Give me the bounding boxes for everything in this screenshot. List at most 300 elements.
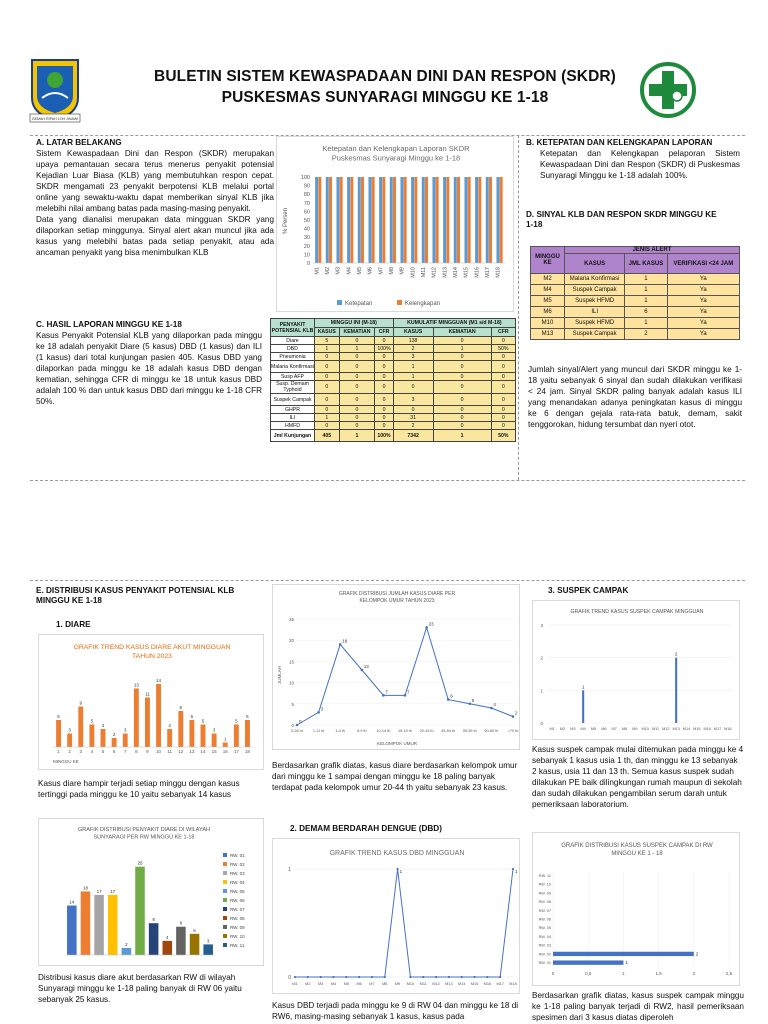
alert-cell: 6 <box>625 307 667 318</box>
c1-bar-kelengkapan <box>489 177 492 263</box>
c5-xtick: M9 <box>394 982 401 986</box>
c1-xtick: M11 <box>421 267 427 278</box>
c1-bar-ketepatan <box>379 177 382 263</box>
c2-xtick: 15 <box>211 749 217 754</box>
c1-xtick: M17 <box>485 267 491 278</box>
c4-point <box>404 694 407 697</box>
c1-xtick: M13 <box>442 267 449 278</box>
c3-legend-swatch <box>223 943 227 947</box>
report-cell-penyakit: Jml Kunjungan <box>271 430 315 442</box>
alert-cell-minggu: M6 <box>531 307 565 318</box>
c3-data-label: 9 <box>152 917 155 923</box>
chart-trend-diare <box>38 634 264 770</box>
alert-row <box>531 296 740 307</box>
c5-point <box>486 976 488 978</box>
report-row <box>271 394 516 406</box>
c2-data-label: 3 <box>68 727 71 733</box>
report-cell: 0 <box>491 394 515 406</box>
c1-bar-kelengkapan <box>350 177 353 263</box>
c2-bar <box>223 743 228 748</box>
report-row <box>271 381 516 394</box>
alert-row <box>531 307 740 318</box>
report-cell: 0 <box>339 353 375 361</box>
report-cell: 0 <box>433 361 491 373</box>
c1-ytick: 40 <box>303 226 310 233</box>
c5-point <box>294 976 296 978</box>
alert-row <box>531 274 740 285</box>
c1-xtick: M4 <box>346 267 353 275</box>
report-cell: 3 <box>393 353 433 361</box>
bottom-top-divider <box>30 580 745 581</box>
c1-ytick: 30 <box>303 235 310 242</box>
col-minggu-ini: MINGGU INI (M-18) <box>315 319 394 328</box>
c6-ytick: 1 <box>540 688 543 694</box>
report-cell: 0 <box>339 337 375 345</box>
c4-xtick: 60-69 th <box>484 729 499 733</box>
alert-cell: Suspek HFMD <box>565 296 625 307</box>
c2-data-label: 2 <box>112 732 116 737</box>
c4-ylabel: JUMLAH <box>277 665 282 685</box>
section-a-paragraph-1: Sistem Kewaspadaan Dini dan Respon (SKDR) merupakan upaya pemantauan secara terus menerus penyakit potensial Kejadian Luar Biasa (KLB) yang membutuhkan respon cepat. SKDR mengamati 23 penyakit berpotensi KLB melalui portal online yang sewaktu-waktu dapat memberikan sinyal KLB jika melebihi nilai ambang batas pada masing-masing penyakit. <box>36 149 274 213</box>
c6-title: GRAFIK TREND KASUS SUSPEK CAMPAK MINGGUAN <box>570 609 704 615</box>
c2-bar <box>178 711 183 747</box>
c2-xtick: 18 <box>244 749 250 754</box>
alert-cell: Ya <box>667 285 739 296</box>
c7-xtick: 0,5 <box>585 971 592 976</box>
c6-xtick: M18 <box>724 727 732 731</box>
c5-xtick: M18 <box>509 982 517 986</box>
c4-data-label: 19 <box>342 638 348 644</box>
sub-diare-heading: 1. DIARE <box>56 620 91 629</box>
c4-ytick: 10 <box>288 680 294 686</box>
c3-legend-label: RW. 06 <box>230 898 245 903</box>
c1-xtick: M10 <box>410 267 417 278</box>
c6-xtick: M2 <box>559 727 566 731</box>
c3-legend-swatch <box>223 934 227 938</box>
c1-ytick: 10 <box>303 252 310 259</box>
c1-ytick: 0 <box>306 261 310 267</box>
c1-bar-kelengkapan <box>414 177 417 263</box>
report-cell: 0 <box>375 381 393 394</box>
col-minggu-ke: MINGGU KE <box>531 247 565 274</box>
report-row <box>271 414 516 422</box>
c2-xtick: 13 <box>189 749 195 754</box>
c5-xtick: M17 <box>496 982 504 986</box>
report-cell: 0 <box>339 422 375 430</box>
alert-cell: Ya <box>667 296 739 307</box>
c3-bar <box>81 891 91 955</box>
c1-ytick: 90 <box>303 183 310 190</box>
c6-xtick: M1 <box>549 727 555 731</box>
c4-ytick: 15 <box>288 659 294 665</box>
c1-ytick: 70 <box>303 200 310 207</box>
c1-bar-kelengkapan <box>382 177 385 263</box>
c5-point <box>307 976 309 978</box>
alert-cell: 1 <box>625 274 667 285</box>
c2-data-label: 5 <box>201 718 205 724</box>
c2-bar <box>189 720 194 747</box>
section-e-heading: E. DISTRIBUSI KASUS PENYAKIT POTENSIAL KLB MINGGU KE 1-18 <box>36 586 235 605</box>
report-cell: 0 <box>375 373 393 381</box>
c1-ytick: 100 <box>300 175 310 181</box>
alert-cell: Ya <box>667 329 739 340</box>
report-cell: 0 <box>433 414 491 422</box>
section-sinyal-klb <box>526 210 726 230</box>
report-cell: 0 <box>339 381 375 394</box>
c7-data-label: 2 <box>695 951 699 957</box>
col-jml-kasus: JML KASUS <box>625 254 667 274</box>
report-cell: 1 <box>315 414 340 422</box>
c5-point <box>461 976 463 978</box>
c6-xtick: M6 <box>601 727 607 731</box>
report-cell: 0 <box>315 361 340 373</box>
c1-title-line-0: Ketepatan dan Kelengkapan Laporan SKDR <box>322 144 470 153</box>
c6-xtick: M12 <box>662 727 670 731</box>
c1-bar-kelengkapan <box>468 177 471 263</box>
c3-legend-swatch <box>223 862 227 866</box>
section-hasil-laporan <box>36 320 262 407</box>
c3-data-label: 17 <box>110 888 116 894</box>
c4-ytick: 0 <box>291 723 294 728</box>
report-cell: 0 <box>315 353 340 361</box>
caption-campak: Kasus suspek campak mulai ditemukan pada minggu ke 4 sebanyak 1 kasus usia 1 th, dan minggu ke 13 sebanyak 2 kasus, usia 11 dan 13 th. Semua kasus suspek sudah dilakukan PE baik dilingkungan rumah maupun di sekolah dan sudah dilakukan pengambilan serum darah untuk pemeriksaan laboratorium. <box>532 745 744 809</box>
c3-legend-swatch <box>223 889 227 893</box>
c2-data-label: 5 <box>235 718 238 724</box>
chart-campak-per-rw <box>532 832 740 986</box>
c5-point <box>512 868 514 870</box>
c2-bar <box>78 707 83 748</box>
c3-legend-swatch <box>223 871 227 875</box>
alert-cell: 1 <box>625 296 667 307</box>
c2-data-label: 4 <box>168 723 171 728</box>
col-kematian-kum: KEMATIAN <box>433 328 491 337</box>
alert-cell-minggu: M10 <box>531 318 565 329</box>
report-cell: 2 <box>393 422 433 430</box>
c3-legend-swatch <box>223 880 227 884</box>
title-line-1: BULETIN SISTEM KEWASPADAAN DINI DAN RESPON (SKDR) <box>154 68 616 85</box>
section-d-heading: D. SINYAL KLB DAN RESPON SKDR MINGGU KE 1-18 <box>526 210 717 229</box>
c5-xtick: M10 <box>406 982 415 986</box>
report-cell: 50% <box>491 430 515 442</box>
report-cell: 0 <box>491 361 515 373</box>
alert-cell-minggu: M5 <box>531 296 565 307</box>
report-cell-penyakit: Susp. Demam Typhoid <box>271 381 315 394</box>
col-verifikasi: VERIFIKASI <24 JAM <box>667 254 739 274</box>
c1-bar-ketepatan <box>390 177 393 263</box>
c5-xtick: M11 <box>419 982 427 986</box>
report-cell-penyakit: DBD <box>271 345 315 353</box>
c6-xtick: M17 <box>713 727 722 731</box>
report-cell: 100% <box>375 345 393 353</box>
report-cell: 0 <box>315 394 340 406</box>
c1-legend-swatch <box>337 300 342 305</box>
c5-xtick: M12 <box>432 982 440 986</box>
c5-point <box>371 976 373 978</box>
kota-cirebon-logo <box>28 58 82 124</box>
c3-data-label: 8 <box>179 920 183 926</box>
c6-xtick: M3 <box>570 727 576 731</box>
c3-data-label: 14 <box>69 899 75 905</box>
c5-point <box>396 868 398 870</box>
c5-series-line <box>295 869 513 977</box>
c2-data-label: 4 <box>101 723 105 728</box>
report-cell: 7342 <box>393 430 433 442</box>
c4-data-label: 23 <box>428 621 434 627</box>
section-c-heading: C. HASIL LAPORAN MINGGU KE 1-18 <box>36 320 182 329</box>
report-cell: 0 <box>433 381 491 394</box>
c4-point <box>339 643 342 646</box>
c6-ytick: 2 <box>540 655 543 661</box>
col-cfr: CFR <box>375 328 393 337</box>
c7-xtick: 1 <box>622 971 625 976</box>
c2-bar <box>145 698 150 748</box>
alert-table <box>530 246 740 340</box>
c2-bar <box>134 689 139 748</box>
report-table-wrap <box>270 318 516 442</box>
c4-point <box>469 703 472 706</box>
c4-ytick: 25 <box>288 617 294 622</box>
c1-xtick: M2 <box>325 267 331 275</box>
sub-campak-heading: 3. SUSPEK CAMPAK <box>548 586 629 595</box>
c6-xtick: M11 <box>651 727 660 731</box>
c3-legend-label: RW. 04 <box>230 880 245 885</box>
alert-cell: Suspek Campak <box>565 285 625 296</box>
c6-data-label: 2 <box>674 651 678 657</box>
c5-xtick: M16 <box>483 982 492 986</box>
c5-point <box>448 976 450 978</box>
c2-bar <box>234 725 239 748</box>
chart-diare-kelompok-umur <box>272 584 520 750</box>
c3-legend-label: RW. 01 <box>230 853 245 858</box>
c1-bar-ketepatan <box>496 177 499 263</box>
c6-data-label: 1 <box>581 684 585 690</box>
report-row <box>271 430 516 442</box>
c2-bar <box>89 725 94 748</box>
caption-campak-rw: Berdasarkan grafik diatas, kasus suspek campak minggu ke 1-18 paling banyak terjadi di RW2, hasil pemeriksaan spesimen dari 3 kasus diatas diperoleh <box>532 991 744 1022</box>
c1-xtick: M8 <box>389 267 395 275</box>
c7-ytick: RW. 01 <box>538 961 551 966</box>
c7-ytick: RW. 11 <box>538 873 551 878</box>
report-cell: 1 <box>433 345 491 353</box>
c4-data-label: 2 <box>515 710 518 716</box>
report-row <box>271 361 516 373</box>
chart-trend-dbd <box>272 838 520 994</box>
report-cell: 0 <box>433 337 491 345</box>
c7-bar <box>553 960 623 964</box>
c1-xtick: M18 <box>495 267 502 278</box>
c4-title-line-0: GRAFIK DISTRIBUSI JUMLAH KASUS DIARE PER <box>338 591 456 597</box>
c1-xtick: M15 <box>463 267 470 278</box>
mid-divider <box>30 480 745 481</box>
c5-xtick: M6 <box>356 982 362 986</box>
c4-point <box>296 724 299 727</box>
logo-banner-text: GEMAH RIPAH LOH JINAWI <box>31 117 79 121</box>
c1-bar-kelengkapan <box>404 177 407 263</box>
c3-bar <box>163 941 173 955</box>
c3-legend-label: RW. 11 <box>230 943 245 948</box>
c2-xtick: 10 <box>156 749 162 754</box>
report-cell: 1 <box>433 430 491 442</box>
c5-point <box>422 976 424 978</box>
c5-point <box>435 976 437 978</box>
c3-legend-swatch <box>223 898 227 902</box>
c2-title-line-1: TAHUN 2023 <box>132 652 172 660</box>
c4-data-label: 13 <box>363 663 369 669</box>
c4-xtick: 0-28 hr <box>290 729 304 733</box>
c7-ytick: RW. 02 <box>538 952 551 957</box>
report-cell: 1 <box>339 430 375 442</box>
c2-bar <box>112 738 117 747</box>
c2-title-line-0: GRAFIK TREND KASUS DIARE AKUT MINGGUAN <box>73 644 231 651</box>
report-cell: 0 <box>375 353 393 361</box>
c1-bar-ketepatan <box>422 177 425 263</box>
c5-ytick: 0 <box>288 975 291 981</box>
c2-xtick: 11 <box>167 749 173 754</box>
c4-xtick: 45-54 th <box>441 729 456 733</box>
c7-title-line-0: GRAFIK DISTRIBUSI KASUS SUSPEK CAMPAK DI RW <box>561 843 713 849</box>
c3-title-line-1: SUNYARAGI PER RW MINGGU KE 1-18 <box>93 834 195 841</box>
c1-bar-kelengkapan <box>446 177 449 263</box>
report-cell: 0 <box>339 373 375 381</box>
report-cell-penyakit: GHPR <box>271 406 315 414</box>
c3-data-label: 25 <box>137 860 143 866</box>
report-cell: 2 <box>393 345 433 353</box>
c6-xtick: M14 <box>682 727 691 731</box>
report-cell: 0 <box>393 406 433 414</box>
chart-ketepatan-kelengkapan <box>276 136 514 312</box>
report-cell-penyakit: HMFD <box>271 422 315 430</box>
c7-ytick: RW. 10 <box>538 882 551 887</box>
c3-data-label: 6 <box>193 927 196 933</box>
c1-bar-kelengkapan <box>340 177 343 263</box>
c1-xtick: M1 <box>314 267 321 275</box>
report-cell: 50% <box>491 345 515 353</box>
c2-xtick: 2 <box>68 749 71 754</box>
c2-data-label: 14 <box>156 678 162 683</box>
c3-data-label: 3 <box>206 938 210 944</box>
c2-xtick: 1 <box>57 749 60 754</box>
c2-xtick: 16 <box>222 749 228 754</box>
alert-cell-minggu: M4 <box>531 285 565 296</box>
c3-legend-label: RW. 09 <box>230 925 245 930</box>
c2-xtick: 9 <box>146 749 149 754</box>
alert-row <box>531 318 740 329</box>
report-cell-penyakit: Malaria Konfirmasi <box>271 361 315 373</box>
c1-xtick: M5 <box>357 267 363 275</box>
report-cell: 1 <box>315 345 340 353</box>
c5-ytick: 1 <box>288 867 291 873</box>
report-row <box>271 353 516 361</box>
c6-xtick: M10 <box>641 727 649 731</box>
c6-xtick: M13 <box>672 727 680 731</box>
c4-data-label: 7 <box>385 689 388 695</box>
report-cell: 0 <box>491 373 515 381</box>
c3-legend-label: RW. 03 <box>230 871 245 876</box>
c3-bar <box>94 895 104 955</box>
c6-xtick: M7 <box>611 727 617 731</box>
c7-xtick: 2 <box>692 971 696 976</box>
alert-cell: Ya <box>667 274 739 285</box>
alert-cell: 1 <box>625 318 667 329</box>
c1-xtick: M6 <box>367 267 374 275</box>
c2-xtick: 6 <box>112 749 116 754</box>
col-kasus: KASUS <box>315 328 340 337</box>
c6-bar <box>675 658 677 723</box>
c5-point <box>345 976 347 978</box>
c5-xtick: M2 <box>305 982 311 986</box>
chart-diare-per-rw <box>38 818 264 966</box>
report-cell: 0 <box>491 337 515 345</box>
c5-data-label: 1 <box>515 869 518 874</box>
c6-xtick: M15 <box>693 727 701 731</box>
c2-xtick: 5 <box>101 749 105 754</box>
c6-bar <box>582 690 584 723</box>
c7-xtick: 2,5 <box>725 971 733 976</box>
c4-point <box>382 694 385 697</box>
c1-bar-ketepatan <box>443 177 446 263</box>
sub-dbd-heading: 2. DEMAM BERDARAH DENGUE (DBD) <box>290 824 442 833</box>
alert-cell: ILI <box>565 307 625 318</box>
c1-bar-ketepatan <box>326 177 329 263</box>
alert-cell: 2 <box>625 329 667 340</box>
alert-cell: Malaria Konfirmasi <box>565 274 625 285</box>
report-cell: 0 <box>491 422 515 430</box>
c7-ytick: RW. 07 <box>538 908 551 913</box>
report-cell: 0 <box>491 414 515 422</box>
c1-bar-kelengkapan <box>329 177 332 263</box>
c6-xtick: M16 <box>703 727 711 731</box>
alert-cell: Suspek HFMD <box>565 318 625 329</box>
c4-point <box>447 698 450 701</box>
section-a-heading: A. LATAR BELAKANG <box>36 138 122 147</box>
col-kematian: KEMATIAN <box>339 328 375 337</box>
c3-data-label: 17 <box>96 888 102 894</box>
c2-xlabel: MINGGU KE <box>53 759 79 764</box>
report-cell: 0 <box>375 414 393 422</box>
c3-bar <box>122 948 132 955</box>
c1-bar-ketepatan <box>432 177 435 263</box>
c4-ytick: 5 <box>291 701 294 707</box>
c3-legend-swatch <box>223 925 227 929</box>
c1-bar-ketepatan <box>336 177 339 263</box>
c5-xtick: M15 <box>470 982 479 986</box>
c2-bar <box>245 720 250 747</box>
c5-xtick: M4 <box>330 982 337 986</box>
report-cell: 100% <box>375 430 393 442</box>
bulletin-title <box>140 66 630 108</box>
c4-xtick: 10-14 th <box>376 729 391 733</box>
report-cell: 3 <box>393 394 433 406</box>
c2-data-label: 6 <box>190 714 194 719</box>
c6-ytick: 3 <box>540 623 543 628</box>
report-table <box>270 318 516 442</box>
report-cell: 0 <box>433 373 491 381</box>
caption-trend-diare: Kasus diare hampir terjadi setiap minggu dengan kasus tertinggi pada minggu ke 10 yaitu sebanyak 14 kasus <box>38 779 240 799</box>
alert-cell: Ya <box>667 318 739 329</box>
report-cell: 0 <box>433 394 491 406</box>
c1-xtick: M7 <box>378 267 385 275</box>
c4-point <box>317 711 320 714</box>
c3-data-label: 2 <box>125 941 128 947</box>
report-cell: 0 <box>433 353 491 361</box>
c4-point <box>512 715 515 718</box>
c2-data-label: 1 <box>223 736 227 742</box>
report-row <box>271 422 516 430</box>
c1-bar-ketepatan <box>454 177 457 263</box>
c3-legend-label: RW. 02 <box>230 862 245 867</box>
c1-ytick: 50 <box>303 218 310 224</box>
report-cell: 0 <box>491 353 515 361</box>
